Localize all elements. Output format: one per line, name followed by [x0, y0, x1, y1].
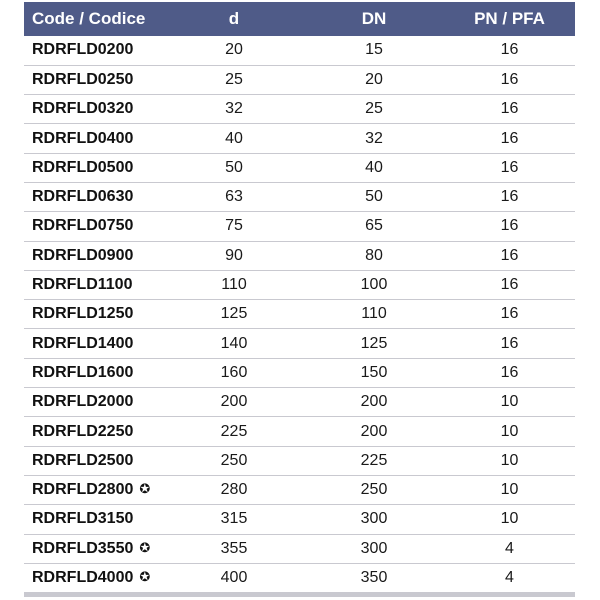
outer-diameter-cell: 400	[164, 563, 304, 592]
outer-diameter-cell: 75	[164, 212, 304, 241]
product-code-cell	[24, 270, 164, 299]
product-code-cell	[24, 475, 164, 504]
outer-diameter-cell: 50	[164, 153, 304, 182]
product-code-cell	[24, 446, 164, 475]
outer-diameter-cell: 200	[164, 388, 304, 417]
star-in-circle-icon: ✪	[139, 539, 151, 555]
table-body	[24, 36, 575, 593]
product-code-cell	[24, 65, 164, 94]
pressure-rating-cell: 10	[444, 446, 575, 475]
product-code: RDRFLD4000	[32, 568, 134, 586]
product-code-cell	[24, 563, 164, 592]
pressure-rating-cell: 16	[444, 212, 575, 241]
pressure-rating-cell: 10	[444, 388, 575, 417]
product-code: RDRFLD0630	[32, 188, 134, 206]
pressure-rating-cell: 10	[444, 417, 575, 446]
product-code: RDRFLD0500	[32, 158, 134, 176]
product-code-cell	[24, 300, 164, 329]
pressure-rating-cell: 16	[444, 358, 575, 387]
nominal-diameter-cell: 125	[304, 329, 444, 358]
outer-diameter-cell: 25	[164, 65, 304, 94]
pressure-rating-cell: 4	[444, 563, 575, 592]
table-row	[24, 505, 575, 534]
pressure-rating-cell: 16	[444, 65, 575, 94]
product-code-cell	[24, 153, 164, 182]
nominal-diameter-cell: 200	[304, 417, 444, 446]
table-row	[24, 95, 575, 124]
pressure-rating-cell: 16	[444, 153, 575, 182]
nominal-diameter-cell: 32	[304, 124, 444, 153]
product-code: RDRFLD0900	[32, 246, 134, 264]
column-header-d: d	[228, 9, 240, 28]
table-row	[24, 241, 575, 270]
table-row	[24, 417, 575, 446]
outer-diameter-cell: 355	[164, 534, 304, 563]
product-code-cell	[24, 36, 164, 65]
nominal-diameter-cell: 80	[304, 241, 444, 270]
outer-diameter-cell: 20	[164, 36, 304, 65]
product-code: RDRFLD1250	[32, 305, 134, 323]
product-code-cell	[24, 388, 164, 417]
product-code-cell	[24, 182, 164, 211]
star-in-circle-icon: ✪	[139, 568, 151, 584]
product-code-cell	[24, 241, 164, 270]
nominal-diameter-cell: 40	[304, 153, 444, 182]
pressure-rating-cell: 16	[444, 241, 575, 270]
product-code: RDRFLD1600	[32, 363, 134, 381]
outer-diameter-cell: 40	[164, 124, 304, 153]
outer-diameter-cell: 140	[164, 329, 304, 358]
pressure-rating-cell: 10	[444, 505, 575, 534]
product-code: RDRFLD1400	[32, 334, 134, 352]
outer-diameter-cell: 125	[164, 300, 304, 329]
product-spec-sheet	[24, 2, 575, 597]
product-code-cell	[24, 212, 164, 241]
table-row	[24, 475, 575, 504]
product-code-cell	[24, 417, 164, 446]
product-code-cell	[24, 95, 164, 124]
table-row	[24, 358, 575, 387]
table-row	[24, 153, 575, 182]
nominal-diameter-cell: 350	[304, 563, 444, 592]
pressure-rating-cell: 10	[444, 475, 575, 504]
product-code: RDRFLD0320	[32, 100, 134, 118]
product-code: RDRFLD3150	[32, 510, 134, 528]
product-code: RDRFLD0250	[32, 70, 134, 88]
table-row	[24, 124, 575, 153]
outer-diameter-cell: 250	[164, 446, 304, 475]
product-code: RDRFLD2500	[32, 451, 134, 469]
product-code-cell	[24, 329, 164, 358]
table-row	[24, 36, 575, 65]
product-code-cell	[24, 534, 164, 563]
table-bottom-divider	[24, 593, 575, 597]
pressure-rating-cell: 16	[444, 36, 575, 65]
outer-diameter-cell: 110	[164, 270, 304, 299]
product-code-cell	[24, 124, 164, 153]
table-row	[24, 563, 575, 592]
pressure-rating-cell: 16	[444, 182, 575, 211]
outer-diameter-cell: 160	[164, 358, 304, 387]
pressure-rating-cell: 16	[444, 329, 575, 358]
product-code: RDRFLD2000	[32, 393, 134, 411]
product-code: RDRFLD0200	[32, 41, 134, 59]
nominal-diameter-cell: 300	[304, 505, 444, 534]
table-row	[24, 329, 575, 358]
table-row	[24, 300, 575, 329]
product-code: RDRFLD2250	[32, 422, 134, 440]
outer-diameter-cell: 90	[164, 241, 304, 270]
product-code: RDRFLD0400	[32, 129, 134, 147]
table-row	[24, 212, 575, 241]
nominal-diameter-cell: 15	[304, 36, 444, 65]
nominal-diameter-cell: 300	[304, 534, 444, 563]
outer-diameter-cell: 32	[164, 95, 304, 124]
product-code-cell	[24, 505, 164, 534]
product-code: RDRFLD1100	[32, 276, 133, 294]
pressure-rating-cell: 16	[444, 95, 575, 124]
outer-diameter-cell: 280	[164, 475, 304, 504]
nominal-diameter-cell: 20	[304, 65, 444, 94]
pressure-rating-cell: 16	[444, 124, 575, 153]
table-row	[24, 270, 575, 299]
column-header-dn: DN	[361, 9, 387, 28]
nominal-diameter-cell: 50	[304, 182, 444, 211]
table-row	[24, 182, 575, 211]
product-code: RDRFLD2800	[32, 481, 134, 499]
nominal-diameter-cell: 250	[304, 475, 444, 504]
nominal-diameter-cell: 65	[304, 212, 444, 241]
outer-diameter-cell: 63	[164, 182, 304, 211]
table-row	[24, 534, 575, 563]
nominal-diameter-cell: 110	[304, 300, 444, 329]
pressure-rating-cell: 4	[444, 534, 575, 563]
outer-diameter-cell: 225	[164, 417, 304, 446]
nominal-diameter-cell: 25	[304, 95, 444, 124]
product-code-cell	[24, 358, 164, 387]
pressure-rating-cell: 16	[444, 300, 575, 329]
product-code: RDRFLD3550	[32, 539, 134, 557]
nominal-diameter-cell: 150	[304, 358, 444, 387]
column-header-code: Code / Codice	[32, 9, 146, 28]
table-header-row	[24, 2, 575, 36]
column-header-pn-pfa: PN / PFA	[474, 9, 545, 28]
nominal-diameter-cell: 225	[304, 446, 444, 475]
table-row	[24, 388, 575, 417]
table-row	[24, 446, 575, 475]
product-code: RDRFLD0750	[32, 217, 134, 235]
pressure-rating-cell: 16	[444, 270, 575, 299]
nominal-diameter-cell: 100	[304, 270, 444, 299]
product-table	[24, 2, 575, 593]
table-row	[24, 65, 575, 94]
star-in-circle-icon: ✪	[139, 481, 151, 497]
nominal-diameter-cell: 200	[304, 388, 444, 417]
outer-diameter-cell: 315	[164, 505, 304, 534]
